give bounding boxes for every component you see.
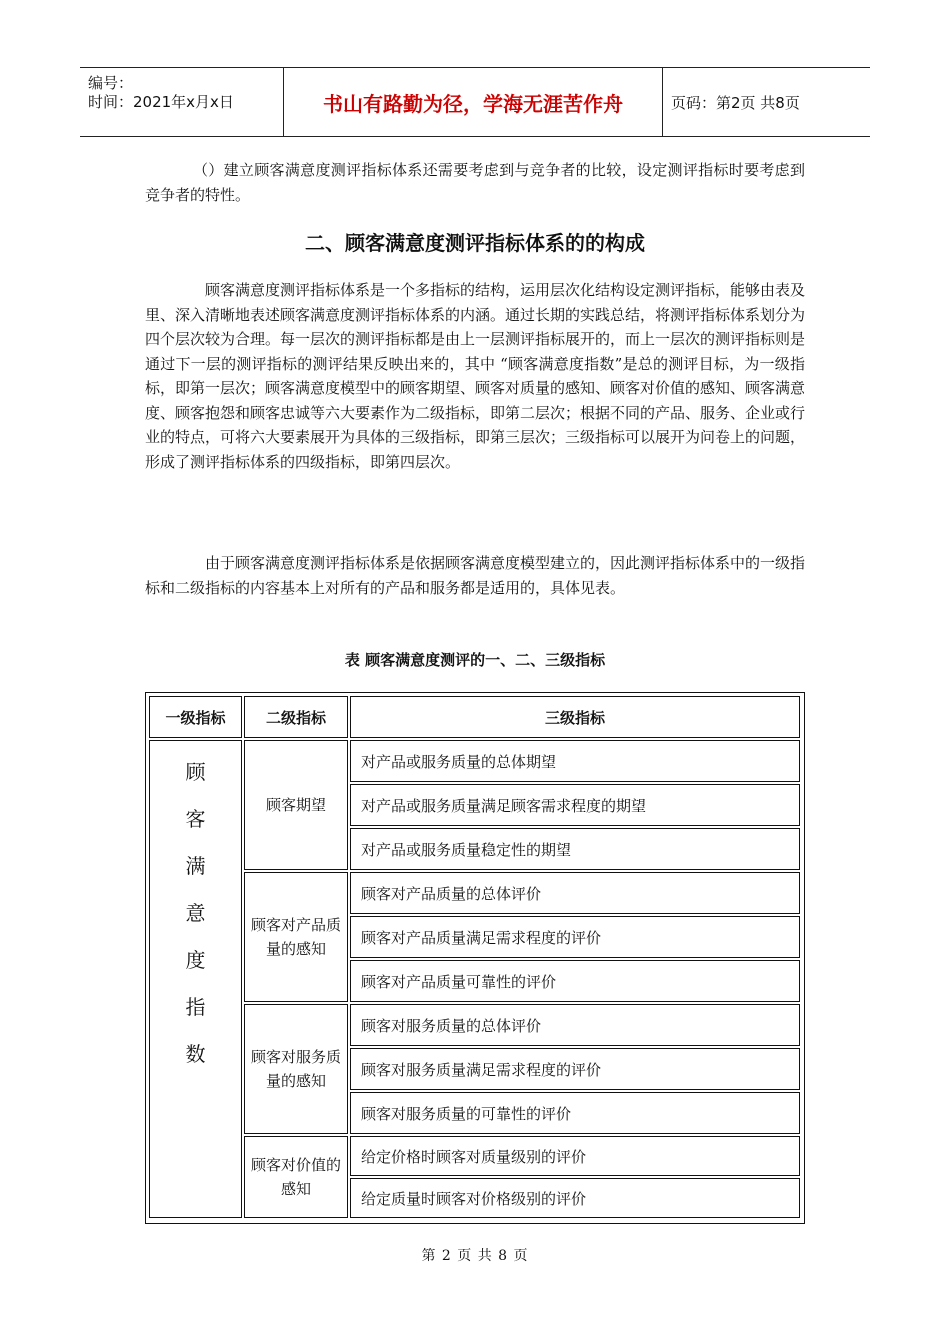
level1-char: 数: [185, 1042, 206, 1066]
table-caption: 表 顾客满意度测评的一、二、三级指标: [344, 651, 606, 669]
level3-cell: 对产品或服务质量满足顾客需求程度的期望: [350, 784, 800, 826]
level3-cell: 给定质量时顾客对价格级别的评价: [350, 1178, 800, 1218]
table-header-level3: 三级指标: [350, 696, 800, 738]
level3-cell: 顾客对产品质量可靠性的评价: [350, 960, 800, 1002]
page-header: [80, 67, 870, 137]
level3-cell: 顾客对产品质量满足需求程度的评价: [350, 916, 800, 958]
level2-cell: 顾客对产品质量的感知: [244, 872, 348, 1002]
level3-cell: 对产品或服务质量的总体期望: [350, 740, 800, 782]
level3-cell: 对产品或服务质量稳定性的期望: [350, 828, 800, 870]
level2-cell: 顾客对服务质量的感知: [244, 1004, 348, 1134]
level1-char: 客: [185, 807, 206, 831]
level3-cell: 顾客对产品质量的总体评价: [350, 872, 800, 914]
level1-char: 度: [185, 948, 206, 972]
indicator-table: [145, 692, 805, 1224]
number-label: 编号：: [88, 74, 134, 92]
level3-cell: 顾客对服务质量的可靠性的评价: [350, 1092, 800, 1134]
level3-cell: 给定价格时顾客对质量级别的评价: [350, 1136, 800, 1176]
level3-cell: 顾客对服务质量满足需求程度的评价: [350, 1048, 800, 1090]
level1-char: 指: [185, 995, 206, 1019]
table-header-level2: 二级指标: [244, 696, 348, 738]
header-meta: [80, 68, 284, 136]
paragraph-intro: （）建立顾客满意度测评指标体系还需要考虑到与竞争者的比较，设定测评指标时要考虑到竞争者的特性。: [145, 161, 805, 204]
level1-char: 顾: [185, 760, 206, 784]
level1-cell: [149, 740, 242, 1218]
level1-char: 满: [185, 854, 206, 878]
paragraph-1: 顾客满意度测评指标体系是一个多指标的结构，运用层次化结构设定测评指标，能够由表及里、深入清晰地表述顾客满意度测评指标体系的内涵。通过长期的实践总结，将测评指标体系划分为四个层次较为合理。每一层次的测评指标都是由上一层测评指标展开的，而上一层次的测评指标则是通过下一层的测评指标的测评结果反映出来的，其中 “顾客满意度指数”是总的测评目标，为一级指标，即第一层次；顾客满意度模型中的顾客期望、顾客对质量的感知、顾客对价值的感知、顾客满意度、顾客抱怨和顾客忠诚等六大要素作为二级指标，即第二层次；根据不同的产品、服务、企业或行业的特点，可将六大要素展开为具体的三级指标，即第三层次；三级指标可以展开为问卷上的问题，形成了测评指标体系的四级指标，即第四层次。: [145, 281, 806, 471]
paragraph-2: 由于顾客满意度测评指标体系是依据顾客满意度模型建立的，因此测评指标体系中的一级指标和二级指标的内容基本上对所有的产品和服务都是适用的，具体见表。: [145, 554, 806, 597]
level2-cell: 顾客期望: [244, 740, 348, 870]
header-motto: 书山有路勤为径，学海无涯苦作舟: [284, 68, 663, 136]
level3-cell: 顾客对服务质量的总体评价: [350, 1004, 800, 1046]
table-header-level1: 一级指标: [149, 696, 242, 738]
level2-cell: 顾客对价值的感知: [244, 1136, 348, 1218]
page-footer: 第 2 页 共 8 页: [421, 1248, 529, 1264]
section-title: 二、顾客满意度测评指标体系的的构成: [305, 231, 645, 255]
level1-char: 意: [185, 901, 206, 925]
time-label: 时间：2021年x月x日: [88, 93, 234, 111]
header-page-code: 页码：第2页 共8页: [671, 93, 800, 112]
